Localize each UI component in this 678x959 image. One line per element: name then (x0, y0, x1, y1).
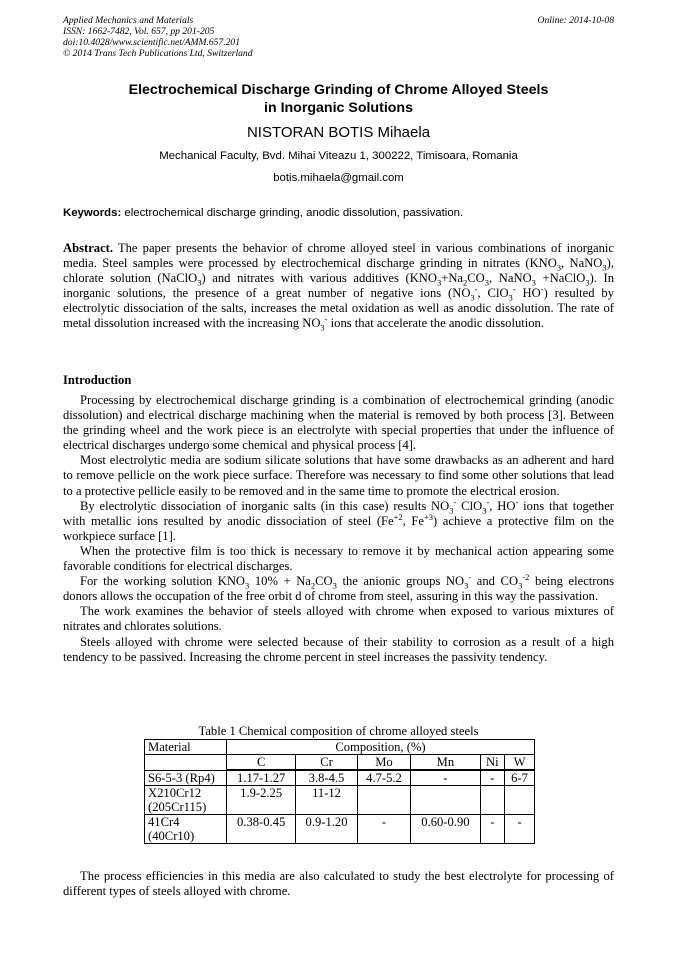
subscript: 3 (508, 292, 513, 303)
table-cell: 1.9-2.25 (227, 786, 296, 815)
keywords (63, 207, 614, 219)
doi-line: doi:10.4028/www.scientific.net/AMM.657.201 (63, 37, 241, 48)
subscript: 3 (556, 262, 562, 273)
affiliation: Mechanical Faculty, Bvd. Mihai Viteazu 1, 300222, Timisoara, Romania (159, 150, 518, 162)
subscript: 3 (602, 262, 607, 273)
keywords-label: Keywords: (63, 207, 122, 219)
superscript: - (540, 284, 544, 295)
table-cell (411, 786, 480, 815)
paper-title (63, 81, 614, 117)
paragraph-text: , HO (489, 498, 516, 513)
table-row (145, 815, 535, 844)
table-cell: - (505, 815, 535, 844)
table-cell (145, 755, 227, 771)
table-cell: - (480, 815, 505, 844)
abstract-label: Abstract. (63, 241, 114, 255)
paragraph-text: ) achieve a protective film on the workpiece surface [1]. (63, 513, 614, 543)
subscript: 3 (449, 505, 454, 516)
composition-table (144, 739, 535, 844)
paragraph-text: 10% + Na (249, 574, 311, 589)
superscript: +2 (393, 511, 403, 522)
superscript: +3 (423, 511, 434, 522)
abstract-text: HO (515, 286, 541, 301)
table-cell: 6-7 (505, 771, 535, 786)
table-row (145, 755, 535, 770)
col-header-c: C (227, 755, 296, 770)
superscript: - (468, 571, 472, 582)
table-cell: 1.17-1.27 (227, 771, 296, 786)
superscript: - (515, 496, 519, 507)
superscript: - (474, 284, 478, 295)
subscript: 2 (463, 277, 468, 288)
paragraph (63, 496, 614, 544)
paragraph-text: ClO (456, 498, 483, 513)
subscript: 3 (484, 277, 490, 288)
paragraph-text: the anionic groups NO (336, 574, 465, 589)
abstract-text: , NaNO (561, 256, 603, 271)
journal-name: Applied Mechanics and Materials (63, 15, 194, 26)
paragraph: The work examines the behavior of steels alloyed with chrome when exposed to various mixtures of nitrates and chlorates solutions. (63, 604, 614, 634)
table-cell (505, 786, 535, 815)
subscript: 3 (518, 580, 523, 591)
table-cell: - (480, 771, 505, 786)
superscript: - (453, 496, 457, 507)
paragraph-text: being electrons donors allows the occupation of the free orbit d of chrome from steel, assuring in this way the passivation. (63, 574, 614, 604)
abstract-text: , ClO (477, 286, 509, 301)
paragraph: Steels alloyed with chrome were selected because of their stability to corrosion as a result of a high tendency to be passived. Increasing the chrome percent in steel increases the passivity tendency. (63, 634, 614, 664)
paragraph: Most electrolytic media are sodium silicate solutions that have some drawbacks as an adherent and hard to remove pellicle on the work piece surface. Therefore was necessary to find some other solutions that lead to a protective pellicle easily to be removed and in the same time to promote the electrical erosion. (63, 453, 614, 498)
paragraph (63, 571, 614, 604)
table-cell: 0.60-0.90 (411, 815, 480, 844)
abstract-text: +Na (441, 271, 464, 286)
table-cell: 11-12 (296, 786, 357, 815)
paragraph: Processing by electrochemical discharge grinding is a combination of electrochemical grinding (anodic dissolution) and electrical discharge machining when the material is removed by both process [3]. Between the grinding wheel and the work piece is an electrolyte with special properties that under the influence of electrical discharges undergo some chemical and physical process [4]. (63, 393, 614, 453)
superscript: - (324, 314, 328, 325)
title-line-1: Electrochemical Discharge Grinding of Chrome Alloyed Steels (128, 82, 549, 98)
abstract-text: ) and nitrates with various additives (KNO (201, 271, 437, 286)
subscript: 3 (245, 580, 250, 591)
subscript: 3 (436, 277, 442, 288)
subscript: 3 (482, 505, 487, 516)
table-cell (480, 786, 505, 815)
copyright-line: © 2014 Trans Tech Publications Ltd, Switzerland (63, 48, 253, 59)
table-cell: 0.9-1.20 (296, 815, 357, 844)
table-cell (357, 786, 411, 815)
title-line-2: in Inorganic Solutions (264, 100, 413, 116)
table-caption: Table 1 Chemical composition of chrome alloyed steels (198, 724, 479, 738)
table-cell-material: 41Cr4 (40Cr10) (145, 815, 227, 844)
abstract-text: ), chlorate solution (NaClO (63, 256, 614, 286)
page-header (63, 15, 614, 59)
table-row (145, 771, 535, 786)
paragraph: When the protective film is too thick is necessary to remove it by mechanical action appearing some favorable conditions for electrical discharges. (63, 543, 614, 574)
abstract-text: CO (467, 271, 485, 286)
abstract-text: ) resulted by electrolytic dissociation of the salts, increases the metal oxidation as well as anodic dissolution. The rate of metal dissolution increased with the increasing NO (63, 286, 614, 331)
table-header-row (145, 740, 535, 755)
superscript: - (512, 284, 516, 295)
issn-line: ISSN: 1662-7482, Vol. 657, pp 201-205 (63, 26, 215, 37)
table-cell-material: S6-5-3 (Rp4) (145, 771, 227, 786)
subscript: 3 (464, 580, 469, 591)
table-cell: 4.7-5.2 (357, 771, 411, 786)
col-header-mo: Mo (357, 755, 411, 770)
abstract-text: +NaClO (535, 271, 586, 286)
subscript: 2 (310, 580, 316, 591)
paragraph-text: For the working solution KNO (80, 574, 246, 589)
abstract-text: ions that accelerate the anodic dissolution. (327, 316, 544, 331)
paragraph-text: , Fe (402, 513, 424, 528)
abstract-text: The paper presents the behavior of chrome alloyed steel in various combinations of inorganic media. Steel samples were processed by electrochemical discharge grinding in nitrates (KNO (63, 241, 615, 271)
subscript: 3 (320, 322, 325, 333)
col-header-ni: Ni (480, 755, 505, 770)
paragraph-text: By electrolytic dissociation of inorganic salts (in this case) results NO (80, 498, 450, 513)
paragraph-text: CO (315, 574, 333, 589)
subscript: 3 (531, 277, 536, 288)
introduction-body (63, 393, 614, 665)
abstract-text: , NaNO (489, 271, 532, 286)
table-row (145, 786, 535, 815)
subscript: 3 (332, 580, 337, 591)
abstract (63, 241, 614, 332)
table-cell-material: X210Cr12 (205Cr115) (145, 786, 227, 815)
abstract-text: ). In inorganic solutions, the presence of a great number of negative ions (NO (63, 271, 615, 301)
table-cell: - (357, 815, 411, 844)
table-cell: - (411, 771, 480, 786)
section-heading-introduction: Introduction (63, 373, 132, 387)
paragraph: The process efficiencies in this media are also calculated to study the best electrolyte for processing of different types of steels alloyed with chrome. (63, 869, 614, 899)
table-cell: 3.8-4.5 (296, 771, 357, 786)
superscript: -2 (522, 571, 530, 582)
table-cell: 0.38-0.45 (227, 815, 296, 844)
subscript: 3 (470, 292, 475, 303)
header-material: Material (145, 740, 227, 755)
author-email: botis.mihaela@gmail.com (273, 172, 404, 184)
online-date: Online: 2014-10-08 (537, 15, 614, 26)
col-header-w: W (505, 755, 535, 770)
author-name: NISTORAN BOTIS Mihaela (246, 124, 431, 141)
header-composition: Composition, (%) (227, 740, 535, 755)
paragraph-text: ions that together with metallic ions resulted by anodic dissociation of steel (Fe (63, 498, 614, 528)
col-header-cr: Cr (296, 755, 357, 770)
paragraph-text: and CO (471, 574, 519, 589)
subscript: 3 (197, 277, 202, 288)
col-header-mn: Mn (411, 755, 480, 770)
subscript: 3 (585, 277, 590, 288)
keywords-text: electrochemical discharge grinding, anodic dissolution, passivation. (124, 207, 464, 219)
superscript: - (486, 496, 490, 507)
